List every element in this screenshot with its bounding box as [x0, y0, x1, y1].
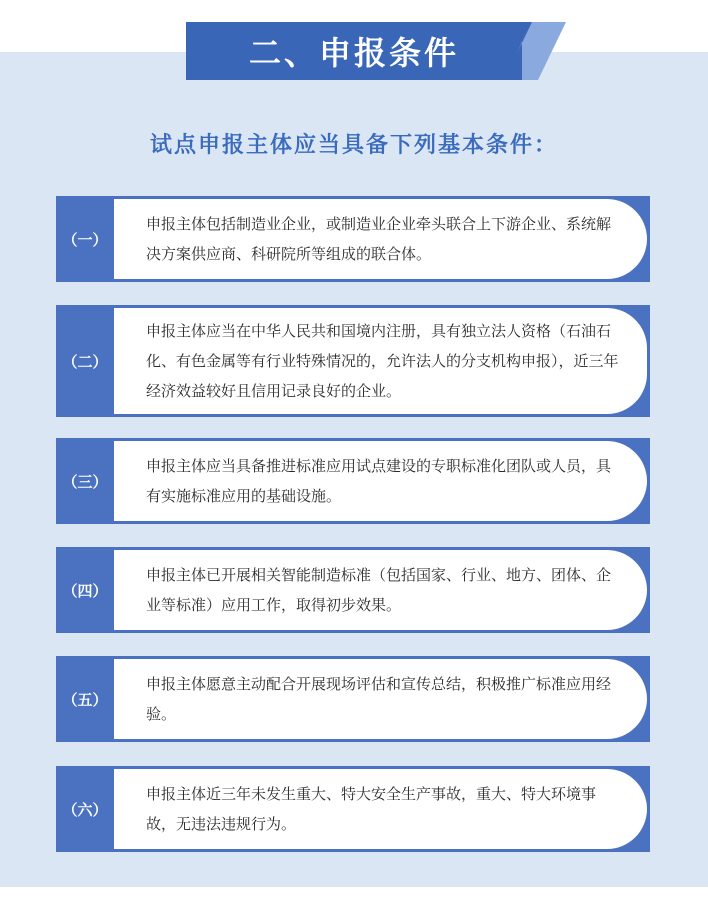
condition-number: （三）: [62, 472, 108, 491]
condition-text: 申报主体近三年未发生重大、特大安全生产事故，重大、特大环境事故，无违法违规行为。: [146, 785, 597, 833]
condition-item-4: [56, 547, 650, 633]
condition-number: （六）: [62, 800, 108, 819]
page-subtitle: 试点申报主体应当具备下列基本条件：: [149, 133, 558, 158]
section-banner: [186, 22, 566, 80]
condition-item-3: [56, 438, 650, 524]
condition-number: （一）: [62, 230, 108, 249]
condition-item-1: [56, 196, 650, 282]
condition-card: [114, 308, 647, 414]
condition-text: 申报主体愿意主动配合开展现场评估和宣传总结，积极推广标准应用经验。: [146, 675, 612, 723]
condition-item-2: [56, 305, 650, 417]
condition-card: [114, 659, 647, 739]
condition-card: [114, 199, 647, 279]
condition-text: 申报主体应当具备推进标准应用试点建设的专职标准化团队或人员，具有实施标准应用的基础设施。: [146, 457, 612, 505]
condition-number: （四）: [62, 581, 108, 600]
condition-card: [114, 550, 647, 630]
condition-card: [114, 441, 647, 521]
condition-text: 申报主体应当在中华人民共和国境内注册，具有独立法人资格（石油石化、有色金属等有行业特殊情况的，允许法人的分支机构申报），近三年经济效益较好且信用记录良好的企业。: [146, 322, 619, 400]
condition-card: [114, 769, 647, 849]
condition-text: 申报主体包括制造业企业，或制造业企业牵头联合上下游企业、系统解决方案供应商、科研院所等组成的联合体。: [146, 215, 612, 263]
condition-item-5: [56, 656, 650, 742]
condition-number: （五）: [62, 690, 108, 709]
condition-item-6: [56, 766, 650, 852]
section-title: 二、申报条件: [248, 34, 459, 72]
condition-number: （二）: [62, 352, 108, 371]
condition-text: 申报主体已开展相关智能制造标准（包括国家、行业、地方、团体、企业等标准）应用工作，取得初步效果。: [146, 566, 612, 614]
